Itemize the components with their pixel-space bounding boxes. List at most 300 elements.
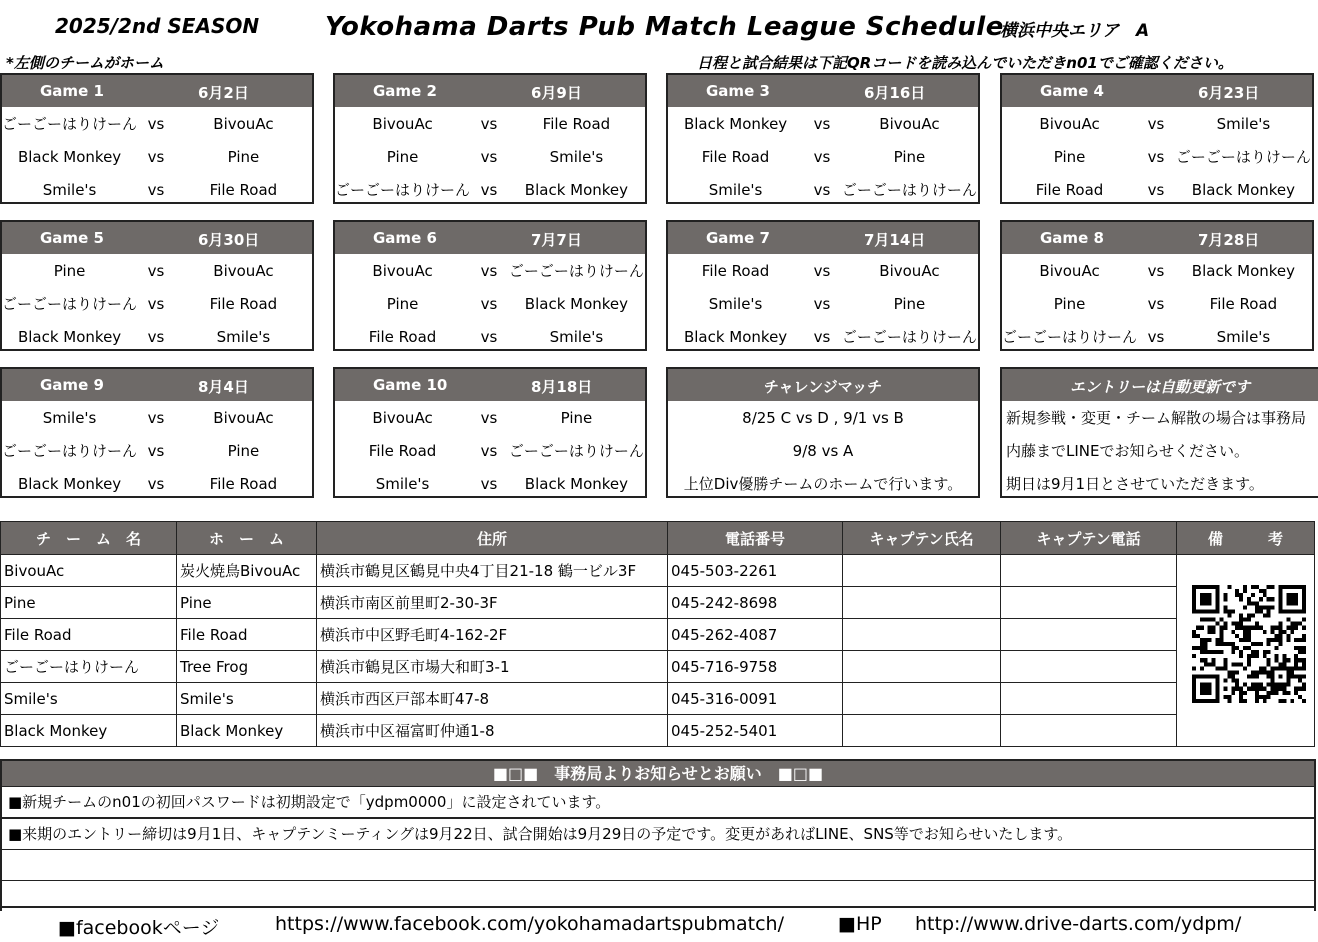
qr-module	[1216, 666, 1220, 670]
phone-cell: 045-503-2261	[668, 555, 843, 587]
facebook-link[interactable]: https://www.facebook.com/yokohamadartspubmatch/	[275, 913, 784, 935]
column-header-home: ホ ー ム	[177, 522, 317, 555]
qr-module	[1278, 626, 1282, 630]
qr-module	[1247, 618, 1251, 622]
home-cell: Smile's	[177, 683, 317, 715]
qr-module	[1290, 630, 1294, 634]
vs-label: vs	[480, 408, 498, 427]
qr-module	[1200, 642, 1204, 646]
home-team: File Road	[1035, 180, 1104, 199]
qr-module	[1243, 691, 1247, 695]
qr-module	[1278, 662, 1282, 666]
qr-module	[1271, 605, 1275, 609]
qr-module	[1231, 670, 1235, 674]
qr-module	[1294, 658, 1298, 662]
qr-module	[1192, 630, 1196, 634]
qr-module	[1298, 646, 1302, 650]
qr-module	[1235, 589, 1239, 593]
entry-info-box	[1000, 367, 1318, 498]
qr-module	[1196, 634, 1200, 638]
match-row	[2, 401, 312, 434]
qr-module	[1223, 626, 1227, 630]
qr-module	[1259, 609, 1263, 613]
qr-module	[1220, 650, 1224, 654]
notice-title: ■□■ 事務局よりお知らせとお願い ■□■	[2, 761, 1314, 786]
game-box	[0, 220, 314, 351]
game-box	[0, 73, 314, 204]
qr-module	[1247, 630, 1251, 634]
qr-module	[1247, 654, 1251, 658]
qr-module	[1290, 699, 1294, 703]
qr-module	[1251, 613, 1255, 617]
qr-module	[1286, 618, 1290, 622]
qr-module	[1251, 683, 1255, 687]
qr-module	[1251, 601, 1255, 605]
qr-module	[1255, 654, 1259, 658]
qr-module	[1267, 662, 1271, 666]
match-row	[335, 140, 645, 173]
vs-label: vs	[147, 114, 165, 133]
qr-module	[1192, 646, 1196, 650]
qr-module	[1275, 638, 1279, 642]
vs-label: vs	[147, 327, 165, 346]
captain-name-cell	[843, 555, 1001, 587]
qr-module	[1231, 622, 1235, 626]
notice-line: ■新規チームのn01の初回パスワードは初期設定で「ydpm0000」に設定されています。	[2, 786, 1314, 817]
challenge-line: 9/8 vs A	[792, 441, 854, 460]
qr-module	[1231, 691, 1235, 695]
home-team: Pine	[386, 147, 419, 166]
qr-module	[1267, 658, 1271, 662]
entry-line: 新規参戦・変更・チーム解散の場合は事務局	[1006, 409, 1307, 427]
qr-module	[1286, 658, 1290, 662]
table-row	[1, 651, 1315, 683]
away-team: Black Monkey	[1191, 261, 1296, 280]
qr-module	[1239, 638, 1243, 642]
qr-module	[1263, 589, 1267, 593]
qr-module	[1294, 654, 1298, 658]
qr-module	[1227, 670, 1231, 674]
challenge-match-box	[666, 367, 980, 498]
column-header-captain-phone: キャプテン電話	[1001, 522, 1177, 555]
qr-module	[1278, 634, 1282, 638]
away-team: Pine	[227, 147, 260, 166]
table-row	[1, 587, 1315, 619]
vs-label: vs	[1147, 114, 1165, 133]
qr-module	[1223, 662, 1227, 666]
qr-module	[1267, 691, 1271, 695]
area-label: 横浜中央エリア A	[1000, 21, 1150, 41]
captain-phone-cell	[1001, 683, 1177, 715]
qr-module	[1294, 687, 1298, 691]
home-cell: Tree Frog	[177, 651, 317, 683]
qr-module	[1302, 658, 1306, 662]
qr-module	[1204, 642, 1208, 646]
away-team: Black Monkey	[524, 180, 629, 199]
qr-module	[1212, 618, 1216, 622]
qr-module	[1227, 642, 1231, 646]
qr-module	[1294, 622, 1298, 626]
away-team: Black Monkey	[524, 294, 629, 313]
game-box	[0, 367, 314, 498]
match-row	[2, 254, 312, 287]
qr-module	[1231, 630, 1235, 634]
match-row	[335, 434, 645, 467]
column-header-phone: 電話番号	[668, 522, 843, 555]
qr-module	[1251, 670, 1255, 674]
home-team: BivouAc	[1039, 261, 1100, 280]
match-row	[2, 467, 312, 498]
qr-module	[1243, 634, 1247, 638]
qr-module	[1263, 613, 1267, 617]
qr-module	[1200, 646, 1204, 650]
game-date: 7月28日	[1198, 231, 1260, 249]
game-name: Game 10	[373, 376, 448, 394]
match-row	[668, 107, 978, 140]
qr-instruction-note: 日程と試合結果は下記QRコードを読み込んでいただきn01でご確認ください。	[697, 54, 1233, 72]
match-row	[335, 467, 645, 498]
game-date: 6月16日	[864, 84, 926, 102]
qr-module	[1220, 618, 1224, 622]
vs-label: vs	[813, 294, 831, 313]
qr-module	[1251, 642, 1255, 646]
qr-module	[1282, 691, 1286, 695]
qr-module	[1192, 666, 1196, 670]
qr-module	[1290, 622, 1294, 626]
vs-label: vs	[813, 114, 831, 133]
qr-module	[1220, 638, 1224, 642]
qr-module	[1286, 691, 1290, 695]
qr-module	[1216, 650, 1220, 654]
home-team: Black Monkey	[17, 474, 122, 493]
qr-module	[1255, 675, 1259, 679]
team-name-cell: Pine	[1, 587, 177, 619]
qr-module	[1255, 683, 1259, 687]
match-row	[335, 320, 645, 351]
qr-module	[1220, 634, 1224, 638]
qr-module	[1290, 626, 1294, 630]
qr-module	[1263, 670, 1267, 674]
qr-module	[1302, 646, 1306, 650]
qr-module	[1227, 613, 1231, 617]
vs-label: vs	[1147, 147, 1165, 166]
qr-module	[1282, 699, 1286, 703]
qr-module	[1223, 679, 1227, 683]
qr-module	[1247, 613, 1251, 617]
qr-module	[1196, 626, 1200, 630]
home-cell: Black Monkey	[177, 715, 317, 747]
match-row	[335, 287, 645, 320]
qr-module	[1204, 662, 1208, 666]
qr-module	[1200, 626, 1204, 630]
team-info-table	[0, 521, 1315, 747]
qr-module	[1235, 683, 1239, 687]
qr-module	[1200, 658, 1204, 662]
home-team: Pine	[1053, 147, 1086, 166]
away-team: Smile's	[549, 147, 604, 166]
qr-module	[1275, 658, 1279, 662]
qr-module	[1267, 642, 1271, 646]
qr-module	[1208, 626, 1212, 630]
qr-module	[1286, 638, 1290, 642]
qr-module	[1212, 626, 1216, 630]
qr-module	[1294, 691, 1298, 695]
table-header-row	[1, 522, 1315, 555]
away-team: ごーごーはりけーん	[508, 262, 644, 280]
game-box	[666, 220, 980, 351]
match-row	[1002, 173, 1312, 204]
qr-module	[1278, 675, 1282, 679]
qr-module	[1251, 654, 1255, 658]
qr-module	[1286, 634, 1290, 638]
qr-module	[1267, 683, 1271, 687]
captain-phone-cell	[1001, 715, 1177, 747]
home-team: Smile's	[708, 294, 763, 313]
qr-module	[1247, 646, 1251, 650]
vs-label: vs	[147, 474, 165, 493]
qr-module	[1235, 670, 1239, 674]
captain-phone-cell	[1001, 587, 1177, 619]
home-team: File Road	[368, 327, 437, 346]
qr-module	[1263, 593, 1267, 597]
home-team: Smile's	[42, 180, 97, 199]
page-title: Yokohama Darts Pub Match League Schedule	[325, 12, 1004, 42]
qr-code-image[interactable]	[1192, 585, 1306, 703]
qr-module	[1220, 630, 1224, 634]
qr-module	[1302, 626, 1306, 630]
qr-module	[1204, 658, 1208, 662]
captain-name-cell	[843, 619, 1001, 651]
qr-module	[1259, 626, 1263, 630]
address-cell: 横浜市中区野毛町4-162-2F	[317, 619, 668, 651]
qr-module	[1255, 609, 1259, 613]
qr-module	[1212, 630, 1216, 634]
qr-module	[1243, 699, 1247, 703]
game-name: Game 3	[706, 82, 770, 100]
home-team: Pine	[53, 261, 86, 280]
qr-module	[1275, 626, 1279, 630]
qr-module	[1271, 585, 1275, 589]
match-row	[335, 401, 645, 434]
home-team: BivouAc	[1039, 114, 1100, 133]
notice-line: ■来期のエントリー締切は9月1日、キャプテンミーティングは9月22日、試合開始は9月29日の予定です。変更があればLINE、SNS等でお知らせいたします。	[2, 817, 1314, 849]
qr-module	[1223, 687, 1227, 691]
home-team: Black Monkey	[683, 114, 788, 133]
vs-label: vs	[147, 180, 165, 199]
match-row	[335, 173, 645, 204]
qr-module	[1302, 666, 1306, 670]
match-row	[668, 140, 978, 173]
away-team: Smile's	[1216, 327, 1271, 346]
qr-module	[1294, 646, 1298, 650]
home-team: ごーごーはりけーん	[1002, 328, 1138, 346]
vs-label: vs	[813, 261, 831, 280]
qr-module	[1231, 662, 1235, 666]
qr-module	[1243, 618, 1247, 622]
vs-label: vs	[147, 441, 165, 460]
game-name: Game 6	[373, 229, 437, 247]
season-label: 2025/2nd SEASON	[55, 14, 260, 38]
game-date: 7月14日	[864, 231, 926, 249]
away-team: ごーごーはりけーん	[841, 328, 977, 346]
qr-module	[1294, 666, 1298, 670]
away-team: ごーごーはりけーん	[508, 442, 644, 460]
away-team: ごーごーはりけーん	[1175, 148, 1311, 166]
qr-module	[1231, 675, 1235, 679]
qr-module	[1196, 646, 1200, 650]
home-team: File Road	[701, 147, 770, 166]
qr-module	[1278, 699, 1282, 703]
qr-module	[1294, 626, 1298, 630]
qr-module	[1255, 699, 1259, 703]
qr-module	[1235, 622, 1239, 626]
match-row	[1002, 140, 1312, 173]
qr-module	[1259, 666, 1263, 670]
qr-module	[1204, 618, 1208, 622]
home-cell: 炭火焼鳥BivouAc	[177, 555, 317, 587]
qr-module	[1302, 683, 1306, 687]
qr-module	[1267, 613, 1271, 617]
qr-module	[1259, 687, 1263, 691]
phone-cell: 045-242-8698	[668, 587, 843, 619]
qr-module	[1286, 593, 1298, 605]
away-team: Smile's	[216, 327, 271, 346]
qr-module	[1223, 605, 1227, 609]
team-name-cell: ごーごーはりけーん	[1, 651, 177, 683]
qr-module	[1255, 601, 1259, 605]
qr-module	[1239, 626, 1243, 630]
entry-title: エントリーは自動更新です	[1069, 378, 1250, 396]
footer-links	[0, 906, 1316, 942]
qr-module	[1251, 687, 1255, 691]
notice-section	[0, 759, 1316, 911]
address-cell: 横浜市鶴見区市場大和町3-1	[317, 651, 668, 683]
game-date: 6月2日	[198, 84, 249, 102]
vs-label: vs	[480, 327, 498, 346]
home-team: ごーごーはりけーん	[335, 181, 471, 199]
qr-module	[1235, 593, 1239, 597]
qr-module	[1235, 634, 1239, 638]
team-name-cell: Black Monkey	[1, 715, 177, 747]
qr-module	[1302, 638, 1306, 642]
home-cell: Pine	[177, 587, 317, 619]
qr-module	[1263, 687, 1267, 691]
qr-module	[1302, 650, 1306, 654]
qr-module	[1212, 662, 1216, 666]
vs-label: vs	[813, 180, 831, 199]
qr-module	[1227, 585, 1231, 589]
qr-module	[1275, 634, 1279, 638]
qr-module	[1247, 658, 1251, 662]
game-name: Game 4	[1040, 82, 1104, 100]
game-box	[666, 73, 980, 204]
address-cell: 横浜市西区戸部本町47-8	[317, 683, 668, 715]
qr-module	[1243, 683, 1247, 687]
qr-module	[1239, 699, 1243, 703]
qr-module	[1259, 670, 1263, 674]
game-date: 6月30日	[198, 231, 260, 249]
home-team: File Road	[701, 261, 770, 280]
qr-module	[1235, 662, 1239, 666]
qr-module	[1255, 585, 1259, 589]
away-team: Smile's	[1216, 114, 1271, 133]
hp-link[interactable]: http://www.drive-darts.com/ydpm/	[915, 913, 1242, 935]
notice-line-empty	[2, 849, 1314, 880]
qr-module	[1302, 634, 1306, 638]
qr-module	[1239, 687, 1243, 691]
match-row	[2, 107, 312, 140]
qr-module	[1223, 658, 1227, 662]
qr-module	[1255, 670, 1259, 674]
qr-module	[1278, 687, 1282, 691]
match-row	[668, 254, 978, 287]
away-team: BivouAc	[213, 408, 274, 427]
qr-module	[1200, 683, 1212, 695]
qr-module	[1223, 666, 1227, 670]
entry-line: 期日は9月1日とさせていただきます。	[1006, 475, 1264, 493]
qr-module	[1259, 642, 1263, 646]
home-team: Smile's	[375, 474, 430, 493]
away-team: BivouAc	[213, 261, 274, 280]
qr-module	[1247, 662, 1251, 666]
qr-module	[1235, 626, 1239, 630]
qr-module	[1204, 638, 1208, 642]
qr-module	[1282, 662, 1286, 666]
away-team: Pine	[227, 441, 260, 460]
qr-module	[1267, 675, 1271, 679]
qr-module	[1278, 622, 1282, 626]
challenge-line: 上位Div優勝チームのホームで行います。	[683, 475, 963, 493]
qr-module	[1239, 654, 1243, 658]
away-team: BivouAc	[879, 114, 940, 133]
qr-module	[1263, 699, 1267, 703]
match-row	[2, 434, 312, 467]
qr-module	[1298, 679, 1302, 683]
qr-module	[1247, 601, 1251, 605]
qr-module	[1247, 634, 1251, 638]
qr-module	[1267, 638, 1271, 642]
vs-label: vs	[1147, 180, 1165, 199]
qr-module	[1243, 605, 1247, 609]
qr-module	[1231, 642, 1235, 646]
game-name: Game 8	[1040, 229, 1104, 247]
qr-module	[1290, 666, 1294, 670]
match-row	[2, 320, 312, 351]
qr-module	[1227, 675, 1231, 679]
qr-module	[1286, 626, 1290, 630]
entry-line: 内藤までLINEでお知らせください。	[1006, 442, 1250, 460]
qr-module	[1239, 695, 1243, 699]
qr-module	[1267, 609, 1271, 613]
table-row	[1, 555, 1315, 587]
game-box	[1000, 220, 1314, 351]
qr-module	[1271, 597, 1275, 601]
away-team: Pine	[893, 147, 926, 166]
qr-module	[1231, 609, 1235, 613]
qr-module	[1267, 585, 1271, 589]
home-team: Smile's	[42, 408, 97, 427]
phone-cell: 045-262-4087	[668, 619, 843, 651]
qr-module	[1275, 687, 1279, 691]
game-name: Game 5	[40, 229, 104, 247]
qr-module	[1208, 630, 1212, 634]
qr-module	[1259, 695, 1263, 699]
qr-module	[1294, 675, 1298, 679]
qr-module	[1302, 618, 1306, 622]
qr-module	[1275, 691, 1279, 695]
qr-module	[1267, 695, 1271, 699]
vs-label: vs	[480, 294, 498, 313]
